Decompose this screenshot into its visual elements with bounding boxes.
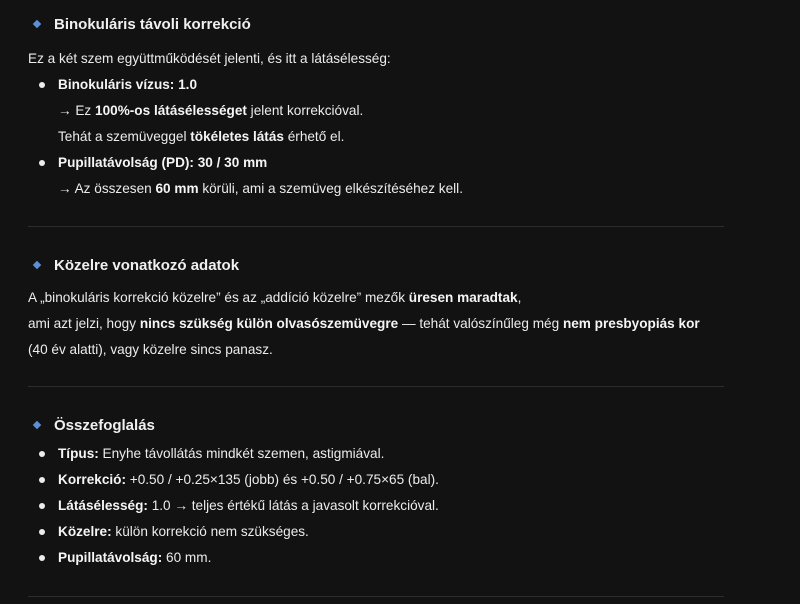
section-header: [34, 253, 700, 277]
item-text: Enyhe távollátás mindkét szemen, astigmiával.: [98, 446, 385, 461]
section-title: Összefoglalás: [54, 416, 155, 434]
blue-diamond-icon: [33, 20, 41, 28]
section-summary: [28, 413, 439, 571]
paragraph-line: [28, 285, 700, 311]
item-detail: [28, 98, 463, 124]
item-label: Közelre:: [58, 524, 112, 539]
detail-bold: 60 mm: [155, 181, 199, 196]
list-item: [28, 493, 439, 519]
divider: [28, 226, 724, 227]
item-label: Pupillatávolság (PD): 30 / 30 mm: [58, 155, 268, 170]
list-item: [28, 150, 463, 176]
bullet-dot: [39, 555, 45, 561]
detail-text: jelent korrekcióval.: [246, 103, 364, 118]
item-text: +0.50 / +0.25×135 (jobb) és +0.50 / +0.75×65 (bal).: [126, 472, 439, 487]
list-item: [28, 545, 439, 571]
section-title: Binokuláris távoli korrekció: [54, 15, 251, 33]
item-label: Pupillatávolság:: [58, 550, 163, 565]
blue-diamond-icon: [33, 421, 41, 429]
divider: [28, 596, 724, 597]
item-text: 1.0 → teljes értékű látás a javasolt korrekcióval.: [147, 498, 439, 513]
paragraph-line: [28, 311, 700, 337]
section-title: Közelre vonatkozó adatok: [54, 256, 240, 274]
bullet-dot: [39, 160, 45, 166]
summary-list: [28, 441, 439, 571]
detail-text: → Az összesen: [58, 181, 156, 196]
paragraph-text: ,: [517, 290, 522, 305]
item-detail: [28, 176, 463, 202]
detail-text: körüli, ami a szemüveg elkészítéséhez kell.: [198, 181, 463, 196]
bullet-dot: [39, 477, 45, 483]
item-label: Látásélesség:: [58, 498, 148, 513]
detail-text: Tehát a szemüveggel: [58, 129, 191, 144]
bullet-dot: [39, 529, 45, 535]
item-text: 60 mm.: [162, 550, 212, 565]
list-item: [28, 467, 439, 493]
list-item: [28, 441, 439, 467]
detail-text: → Ez: [58, 103, 96, 118]
section-binocular-distance: [28, 12, 463, 202]
item-label: Korrekció:: [58, 472, 126, 487]
detail-bold: tökéletes látás: [190, 129, 284, 144]
bullet-dot: [39, 451, 45, 457]
paragraph-text: A „binokuláris korrekció közelre” és az „addíció közelre” mezők: [28, 290, 409, 305]
item-detail: [28, 124, 463, 150]
item-label: Binokuláris vízus: 1.0: [58, 77, 198, 92]
divider: [28, 386, 724, 387]
paragraph-text: ami azt jelzi, hogy: [28, 316, 140, 331]
detail-text: érhető el.: [283, 129, 345, 144]
section-header: [34, 413, 439, 437]
paragraph-bold: nem presbyopiás kor: [562, 316, 700, 331]
bullet-dot: [39, 503, 45, 509]
section-near-vision: [28, 253, 700, 363]
paragraph-text: — tehát valószínűleg még: [398, 316, 563, 331]
paragraph-line: (40 év alatti), vagy közelre sincs panasz.: [28, 342, 273, 357]
paragraph-bold: nincs szükség külön olvasószemüvegre: [139, 316, 399, 331]
bullet-list: [28, 72, 463, 202]
paragraph-bold: üresen maradtak: [408, 290, 518, 305]
list-item: [28, 519, 439, 545]
blue-diamond-icon: [33, 261, 41, 269]
item-text: külön korrekció nem szükséges.: [111, 524, 309, 539]
section-intro: Ez a két szem együttműködését jelenti, és itt a látásélesség:: [28, 51, 391, 66]
section-header: [34, 12, 463, 36]
item-label: Típus:: [58, 446, 99, 461]
detail-bold: 100%-os látásélességet: [95, 103, 247, 118]
list-item: [28, 72, 463, 98]
bullet-dot: [39, 82, 45, 88]
